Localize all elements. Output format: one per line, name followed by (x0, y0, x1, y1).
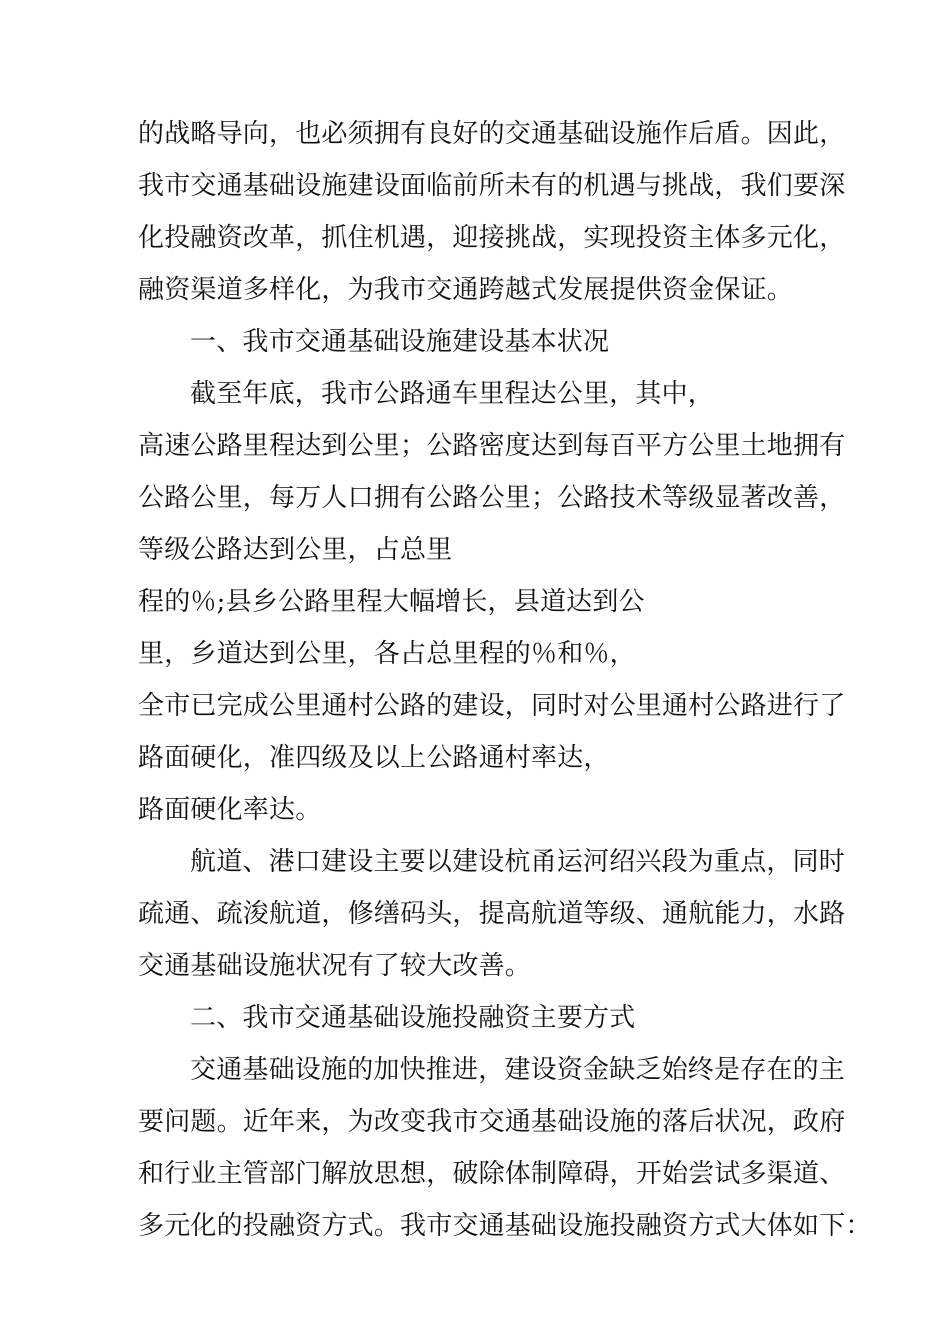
paragraph-line: 的战略导向，也必须拥有良好的交通基础设施作后盾。因此， (138, 119, 846, 149)
paragraph-line: 化投融资改革，抓住机遇，迎接挑战，实现投资主体多元化， (138, 223, 846, 253)
document-body (138, 108, 872, 1252)
section-heading-1: 一、我市交通基础设施建设基本状况 (190, 327, 610, 357)
paragraph-line: 航道、港口建设主要以建设杭甬运河绍兴段为重点，同时 (190, 847, 846, 877)
paragraph-line: 公路公里，每万人口拥有公路公里；公路技术等级显著改善， (138, 483, 846, 513)
paragraph-line: 多元化的投融资方式。我市交通基础设施投融资方式大体如下： (138, 1211, 872, 1241)
paragraph-line: 全市已完成公里通村公路的建设，同时对公里通村公路进行了 (138, 691, 846, 721)
paragraph-line: 交通基础设施的加快推进，建设资金缺乏始终是存在的主 (190, 1055, 846, 1085)
paragraph-line: 要问题。近年来，为改变我市交通基础设施的落后状况，政府 (138, 1107, 846, 1137)
section-heading-2: 二、我市交通基础设施投融资主要方式 (190, 1003, 636, 1033)
paragraph-line: 交通基础设施状况有了较大改善。 (138, 951, 532, 981)
paragraph-line: 我市交通基础设施建设面临前所未有的机遇与挑战，我们要深 (138, 171, 846, 201)
paragraph-line: 高速公路里程达到公里；公路密度达到每百平方公里土地拥有 (138, 431, 846, 461)
paragraph-line: 路面硬化，准四级及以上公路通村率达， (138, 743, 610, 773)
paragraph-line: 和行业主管部门解放思想，破除体制障碍，开始尝试多渠道、 (138, 1159, 846, 1189)
paragraph-line: 程的％;县乡公路里程大幅增长，县道达到公 (138, 587, 645, 617)
paragraph-line: 里，乡道达到公里，各占总里程的％和％， (138, 639, 636, 669)
paragraph-line: 疏通、疏浚航道，修缮码头，提高航道等级、通航能力，水路 (138, 899, 846, 929)
paragraph-line: 路面硬化率达。 (138, 795, 322, 825)
paragraph-line: 等级公路达到公里，占总里 (138, 535, 453, 565)
paragraph-line: 融资渠道多样化，为我市交通跨越式发展提供资金保证。 (138, 275, 794, 305)
paragraph-line: 截至年底，我市公路通车里程达公里，其中， (190, 379, 715, 409)
